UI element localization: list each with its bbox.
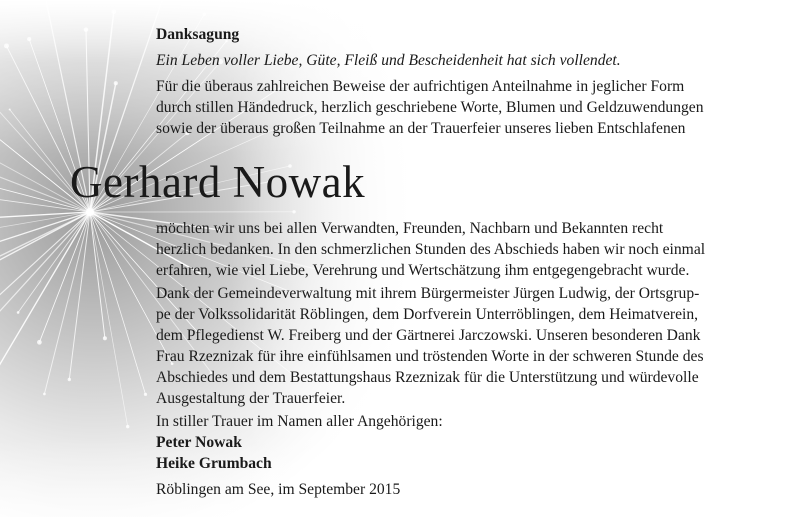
thanks-line: herzlich bedanken. In den schmerzlichen Stunden des Abschieds haben wir noch einmal bbox=[156, 241, 706, 258]
heading: Danksagung bbox=[156, 26, 240, 43]
special-thanks-line: dem Pflegedienst W. Freiberg und der Gärtnerei Jarczowski. Unseren besonderen Dank bbox=[156, 327, 701, 344]
intro-line: sowie der überaus großen Teilnahme an der Trauerfeier unseres lieben Entschlafenen bbox=[156, 120, 686, 137]
thanks-line: möchten wir uns bei allen Verwandten, Freunden, Nachbarn und Bekannten recht bbox=[156, 220, 664, 237]
intro-line: Für die überaus zahlreichen Beweise der aufrichtigen Anteilnahme in jeglicher Form bbox=[156, 78, 685, 95]
special-thanks-line: Abschiedes und dem Bestattungshaus Rzeznizak für die Unterstützung und würdevolle bbox=[156, 369, 699, 386]
special-thanks-line: Frau Rzeznizak für ihre einfühlsamen und tröstenden Worte in der schweren Stunde des bbox=[156, 348, 704, 365]
signatory: Heike Grumbach bbox=[156, 455, 272, 472]
thanks-line: erfahren, wie viel Liebe, Verehrung und Wertschätzung ihm entgegengebracht wurde. bbox=[156, 262, 690, 279]
intro-line: durch stillen Händedruck, herzlich geschriebene Worte, Blumen und Geldzuwendungen bbox=[156, 99, 704, 116]
motto: Ein Leben voller Liebe, Güte, Fleiß und Bescheidenheit hat sich vollendet. bbox=[156, 52, 621, 69]
closing-line: In stiller Trauer im Namen aller Angehörigen: bbox=[156, 413, 443, 430]
special-thanks-line: Ausgestaltung der Trauerfeier. bbox=[156, 390, 346, 407]
place-date: Röblingen am See, im September 2015 bbox=[156, 481, 401, 498]
deceased-name: Gerhard Nowak bbox=[70, 157, 366, 207]
special-thanks-line: Dank der Gemeindeverwaltung mit ihrem Bürgermeister Jürgen Ludwig, der Ortsgrup- bbox=[156, 285, 700, 302]
signatory: Peter Nowak bbox=[156, 434, 242, 451]
special-thanks-line: pe der Volkssolidarität Röblingen, dem Dorfverein Unterröblingen, dem Heimatverein, bbox=[156, 306, 699, 323]
